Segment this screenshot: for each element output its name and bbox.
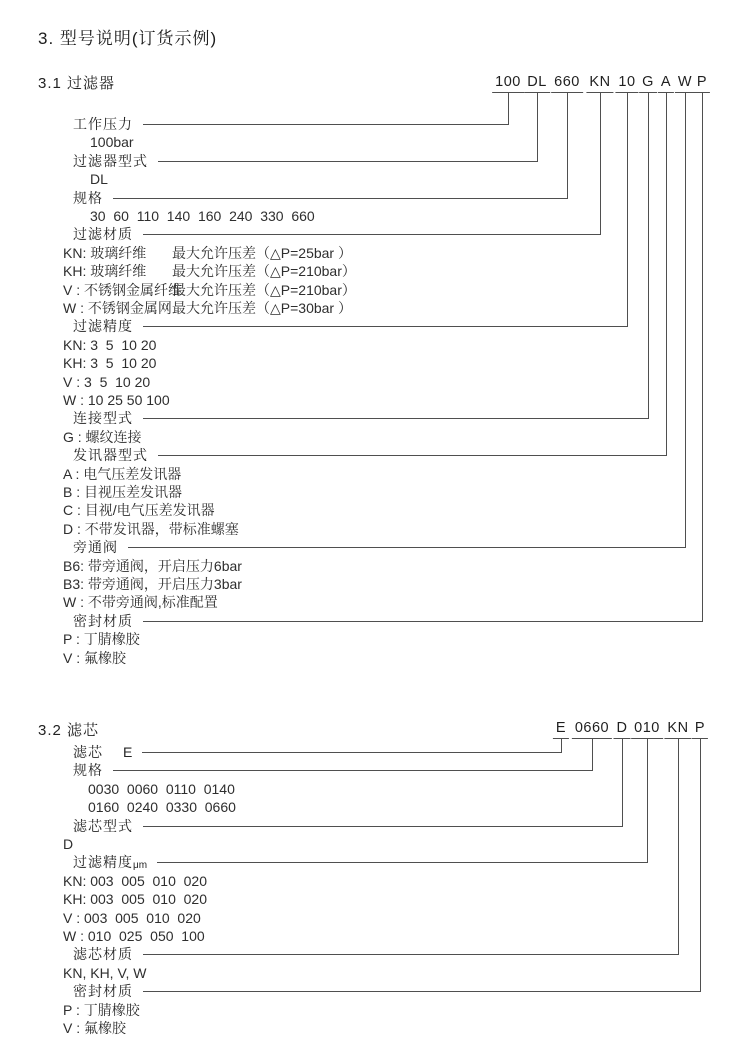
- field-label: [73, 613, 133, 629]
- value-row: 100bar: [90, 134, 134, 151]
- connector-hline: [157, 862, 648, 863]
- value-row: DL: [90, 171, 108, 188]
- value-row: V : 氟橡胶: [63, 1020, 127, 1036]
- model-code-segment: KN: [586, 74, 613, 93]
- field-label: [73, 818, 133, 834]
- field-label-text: 密封材质: [73, 612, 133, 629]
- section-heading: 3.2 滤芯: [38, 722, 100, 739]
- value-row: 30 60 110 140 160 240 330 660: [90, 208, 315, 224]
- connector-hline: [113, 198, 568, 199]
- connector-vline: [647, 738, 648, 863]
- field-label: [73, 190, 103, 206]
- connector-hline: [143, 826, 623, 827]
- value-row: 0030 0060 0110 0140: [88, 780, 235, 797]
- value-row: C : 目视/电气压差发讯器: [63, 502, 215, 519]
- field-label-unit: μm: [133, 860, 148, 872]
- connector-vline: [561, 738, 562, 753]
- model-code-segment: 010: [631, 720, 663, 739]
- connector-vline: [627, 92, 628, 327]
- model-code-segment: A: [658, 74, 674, 93]
- connector-hline: [143, 124, 509, 125]
- value-row: G : 螺纹连接: [63, 428, 142, 445]
- model-code-segment: W: [675, 74, 695, 93]
- value-row: W : 10 25 50 100: [63, 392, 170, 408]
- value-row: W : 010 025 050 100: [63, 928, 205, 944]
- value-row: B6: 带旁通阀，开启压力6bar: [63, 557, 242, 574]
- value-row-detail: 最大允许压差（△P=210bar）: [172, 263, 356, 280]
- connector-vline: [648, 92, 649, 419]
- connector-vline: [622, 738, 623, 827]
- value-row: P : 丁腈橡胶: [63, 631, 140, 648]
- value-row-detail: 最大允许压差（△P=210bar）: [172, 281, 356, 298]
- model-code-segment: D: [614, 720, 631, 739]
- connector-hline: [142, 752, 562, 753]
- field-label: [73, 744, 103, 760]
- field-label-text: 过滤材质: [73, 226, 133, 243]
- connector-vline: [700, 738, 701, 992]
- connector-hline: [143, 418, 649, 419]
- connector-vline: [600, 92, 601, 235]
- connector-vline: [666, 92, 667, 456]
- field-label: [73, 983, 133, 999]
- model-code-segment: P: [694, 74, 710, 93]
- connector-hline: [158, 455, 667, 456]
- field-label-text: 发讯器型式: [73, 447, 148, 464]
- connector-hline: [113, 770, 593, 771]
- connector-vline: [685, 92, 686, 548]
- field-label: [73, 762, 103, 778]
- value-row: KN: 3 5 10 20: [63, 336, 157, 353]
- value-row-detail: 最大允许压差（△P=30bar ）: [172, 300, 352, 316]
- connector-vline: [678, 738, 679, 955]
- model-code-segment: E: [553, 720, 569, 739]
- field-label-text: 连接型式: [73, 410, 133, 427]
- field-label-text: 过滤器型式: [73, 152, 148, 169]
- value-row: D: [63, 836, 74, 852]
- connector-hline: [128, 547, 686, 548]
- value-row: A : 电气压差发讯器: [63, 465, 182, 482]
- field-label: [73, 318, 133, 334]
- value-row: 0160 0240 0330 0660: [88, 799, 236, 816]
- connector-vline: [702, 92, 703, 622]
- field-label-code: E: [123, 744, 133, 760]
- value-row: D : 不带发讯器，带标准螺塞: [63, 520, 239, 537]
- value-row: V : 不锈钢金属纤维: [63, 281, 183, 298]
- field-label: [73, 447, 148, 463]
- model-code-segment: 100: [492, 74, 524, 93]
- model-code-segment: 10: [615, 74, 638, 93]
- field-label-text: 滤芯材质: [73, 946, 133, 963]
- value-row: V : 氟橡胶: [63, 649, 127, 666]
- connector-hline: [158, 161, 538, 162]
- connector-hline: [143, 621, 703, 622]
- section-heading: 3.1 过滤器: [38, 75, 116, 92]
- connector-vline: [508, 92, 509, 125]
- value-row: KH: 003 005 010 020: [63, 891, 207, 908]
- connector-hline: [143, 991, 701, 992]
- value-row: KN: 003 005 010 020: [63, 872, 207, 889]
- value-row: B : 目视压差发讯器: [63, 484, 183, 500]
- model-code-segment: 660: [551, 74, 583, 93]
- field-label-text: 旁通阀: [73, 539, 118, 556]
- field-label-text: 规格: [73, 189, 103, 206]
- model-code-segment: DL: [524, 74, 550, 93]
- value-row: KH: 3 5 10 20: [63, 355, 157, 372]
- value-row: B3: 带旁通阀，开启压力3bar: [63, 576, 242, 592]
- connector-hline: [143, 326, 628, 327]
- field-label-text: 过滤精度: [73, 854, 133, 871]
- value-row: V : 3 5 10 20: [63, 373, 151, 390]
- field-label: [73, 116, 133, 132]
- field-label: [73, 539, 118, 555]
- connector-hline: [143, 954, 679, 955]
- value-row: V : 003 005 010 020: [63, 909, 201, 926]
- page-title: 3. 型号说明(订货示例): [38, 29, 218, 48]
- connector-vline: [567, 92, 568, 199]
- field-label-text: 密封材质: [73, 983, 133, 1000]
- model-code-segment: 0660: [572, 720, 612, 739]
- field-label: [73, 153, 148, 169]
- field-label-text: 滤芯: [73, 744, 103, 760]
- model-code-segment: KN: [664, 720, 691, 739]
- value-row: W : 不带旁通阀,标准配置: [63, 594, 218, 611]
- value-row: KH: 玻璃纤维: [63, 263, 147, 280]
- field-label-text: 过滤精度: [73, 318, 133, 335]
- connector-vline: [537, 92, 538, 162]
- value-row-detail: 最大允许压差（△P=25bar ）: [172, 244, 352, 261]
- field-label-text: 工作压力: [73, 116, 133, 132]
- value-row: P : 丁腈橡胶: [63, 1001, 140, 1018]
- field-label: [73, 946, 133, 962]
- field-label: [73, 410, 133, 426]
- connector-vline: [592, 738, 593, 771]
- model-code-segment: P: [692, 720, 708, 739]
- value-row: KN, KH, V, W: [63, 964, 147, 981]
- model-code-segment: G: [639, 74, 657, 93]
- field-label-text: 规格: [73, 762, 103, 779]
- field-label: [73, 226, 133, 242]
- value-row: W : 不锈钢金属网: [63, 300, 172, 316]
- field-label: [73, 854, 147, 874]
- field-label-text: 滤芯型式: [73, 817, 133, 834]
- connector-hline: [143, 234, 601, 235]
- value-row: KN: 玻璃纤维: [63, 244, 147, 261]
